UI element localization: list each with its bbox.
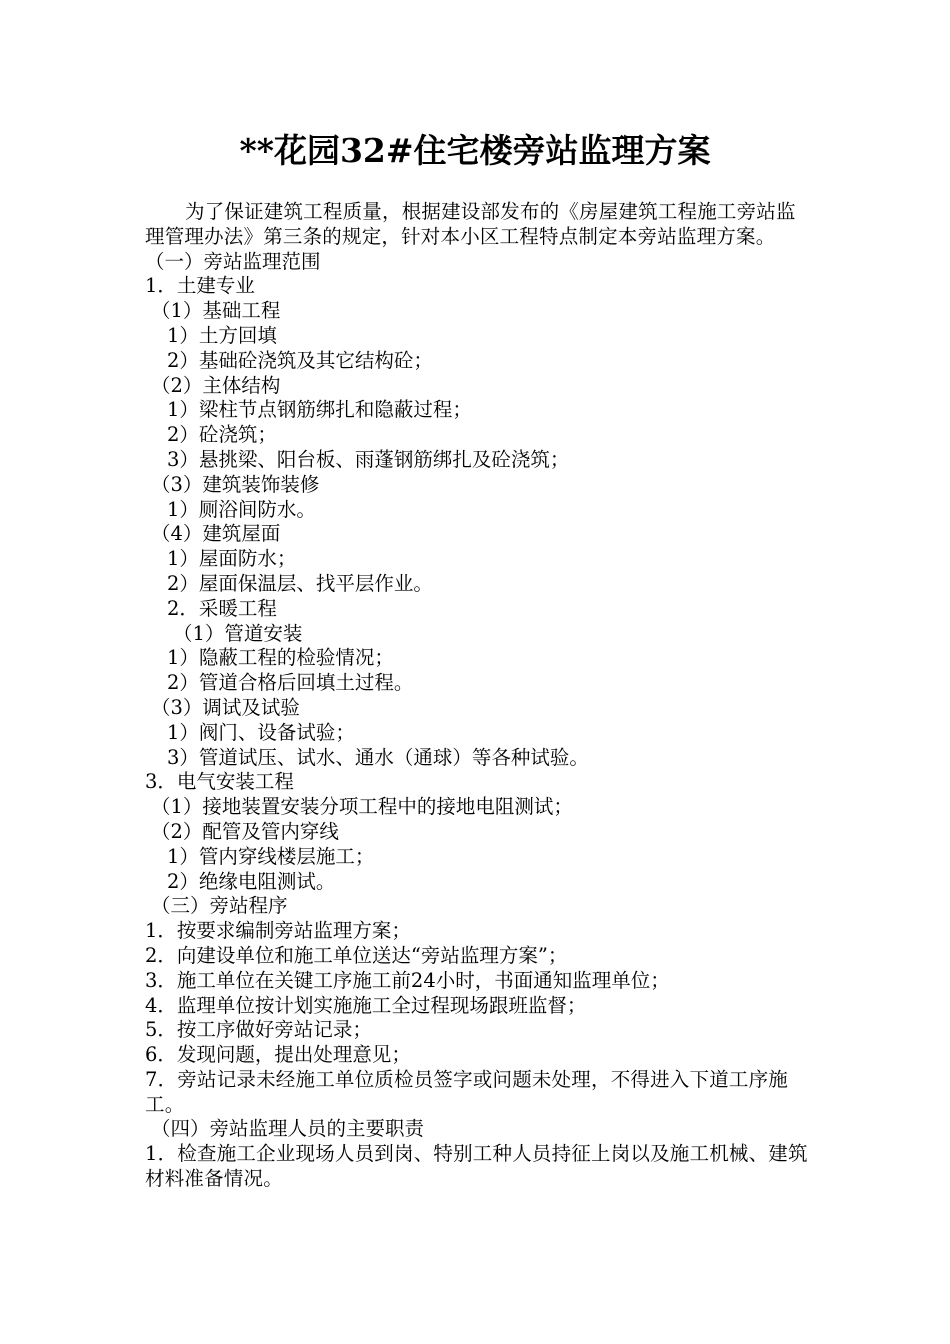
list-item: 2）屋面保温层、找平层作业。 [167,571,433,595]
list-item: 1）阀门、设备试验； [167,720,355,744]
list-item: （3）调试及试验 [151,695,300,719]
list-item: 2）砼浇筑； [167,423,277,447]
list-item: （2）配管及管内穿线 [151,819,339,843]
list-item: 1）屋面防水； [167,547,297,571]
list-item: 1）梁柱节点钢筋绑扎和隐蔽过程； [167,398,472,422]
list-item: 1．检查施工企业现场人员到岗、特别工种人员持征上岗以及施工机械、建筑材料准备情况。 [145,1142,808,1191]
list-item: 1）隐蔽工程的检验情况； [167,646,394,670]
intro-paragraph: 为了保证建筑工程质量，根据建设部发布的《房屋建筑工程施工旁站监理管理办法》第三条的规定，针对本小区工程特点制定本旁站监理方案。 [145,200,796,248]
list-item: （1）接地装置安装分项工程中的接地电阻测试； [151,795,573,819]
list-item: 5．按工序做好旁站记录； [145,1018,372,1042]
section-heading: （四）旁站监理人员的主要职责 [151,1117,425,1141]
list-item: 1）厕浴间防水。 [167,497,316,521]
list-item: 2）基础砼浇筑及其它结构砼； [167,348,433,372]
list-item: 3．施工单位在关键工序施工前24小时，书面通知监理单位； [145,968,670,992]
list-item: 2）管道合格后回填土过程。 [167,671,414,695]
list-item: 1．土建专业 [145,274,255,298]
list-item: （2）主体结构 [151,373,281,397]
list-item: 1．按要求编制旁站监理方案； [145,919,411,943]
document-title: **花园32#住宅楼旁站监理方案 [239,131,711,170]
list-item: 3）悬挑梁、阳台板、雨蓬钢筋绑扎及砼浇筑； [167,447,570,471]
list-item: （1）管道安装 [173,621,303,645]
document-body [145,200,810,1192]
section-heading: （三）旁站程序 [151,894,288,918]
list-item: 2．向建设单位和施工单位送达“旁站监理方案”； [145,943,568,967]
list-item: 4．监理单位按计划实施施工全过程现场跟班监督； [145,993,587,1017]
list-item: （1）基础工程 [151,299,281,323]
list-item: 7．旁站记录未经施工单位质检员签字或问题未处理，不得进入下道工序施工。 [145,1067,789,1116]
list-item: （4）建筑屋面 [151,522,281,546]
list-item: （3）建筑装饰装修 [151,472,320,496]
list-item: 3．电气安装工程 [145,770,294,794]
list-item: 6．发现问题，提出处理意见； [145,1043,411,1067]
section-heading: （一）旁站监理范围 [145,249,321,273]
list-item: 2．采暖工程 [167,596,277,620]
list-item: 1）管内穿线楼层施工； [167,844,375,868]
list-item: 1）土方回填 [167,323,277,347]
list-item: 2）绝缘电阻测试。 [167,869,336,893]
list-item: 3）管道试压、试水、通水（通球）等各种试验。 [167,745,589,769]
